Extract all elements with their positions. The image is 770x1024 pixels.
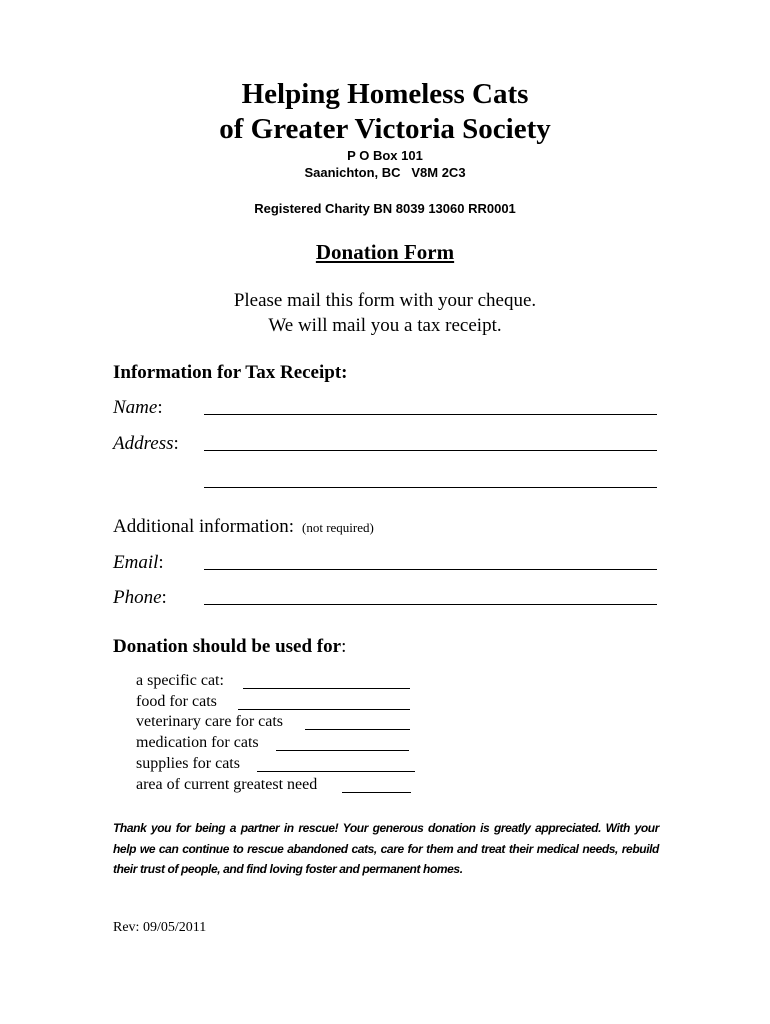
tax-receipt-heading: Information for Tax Receipt: <box>113 362 348 383</box>
charity-number: Registered Charity BN 8039 13060 RR0001 <box>254 201 516 216</box>
intro-line1: Please mail this form with your cheque. <box>233 290 537 311</box>
org-name-line2: of Greater Victoria Society <box>219 113 551 145</box>
not-required-note: (not required) <box>302 520 374 535</box>
usage-supplies-field[interactable] <box>257 771 415 772</box>
email-field[interactable] <box>204 569 657 570</box>
email-label: Email: <box>113 552 164 573</box>
address-line2: Saanichton, BC V8M 2C3 <box>304 165 466 180</box>
phone-field[interactable] <box>204 604 657 605</box>
intro-line2: We will mail you a tax receipt. <box>268 315 502 336</box>
address-label: Address: <box>113 433 179 454</box>
address-field-line1[interactable] <box>204 450 657 451</box>
additional-info-heading: Additional information: (not required) <box>113 516 374 537</box>
name-label: Name: <box>113 397 163 418</box>
org-name-line1: Helping Homeless Cats <box>241 78 529 110</box>
usage-specific-cat-field[interactable] <box>243 688 410 689</box>
name-field[interactable] <box>204 414 657 415</box>
usage-greatest-need-field[interactable] <box>342 792 411 793</box>
phone-label: Phone: <box>113 587 167 608</box>
usage-food-field[interactable] <box>238 709 410 710</box>
usage-item-specific-cat: a specific cat: <box>136 672 224 689</box>
usage-item-supplies: supplies for cats <box>136 755 240 772</box>
usage-item-veterinary: veterinary care for cats <box>136 713 284 730</box>
usage-veterinary-field[interactable] <box>305 729 410 730</box>
usage-item-medication: medication for cats <box>136 734 259 751</box>
thank-you-paragraph: Thank you for being a partner in rescue! Your generous donation is greatly appreciated. With your help we can continue to rescue abandoned cats, care for them and treat their medical needs, rebuild their trust of people, and find loving foster and permanent homes. <box>113 821 659 876</box>
usage-item-food: food for cats <box>136 693 217 710</box>
usage-heading: Donation should be used for: <box>113 636 347 657</box>
address-field-line2[interactable] <box>204 487 657 488</box>
form-title: Donation Form <box>315 240 455 264</box>
usage-item-greatest-need: area of current greatest need <box>136 776 318 793</box>
address-line1: P O Box 101 <box>347 148 423 163</box>
usage-medication-field[interactable] <box>276 750 409 751</box>
revision-date: Rev: 09/05/2011 <box>113 920 207 935</box>
